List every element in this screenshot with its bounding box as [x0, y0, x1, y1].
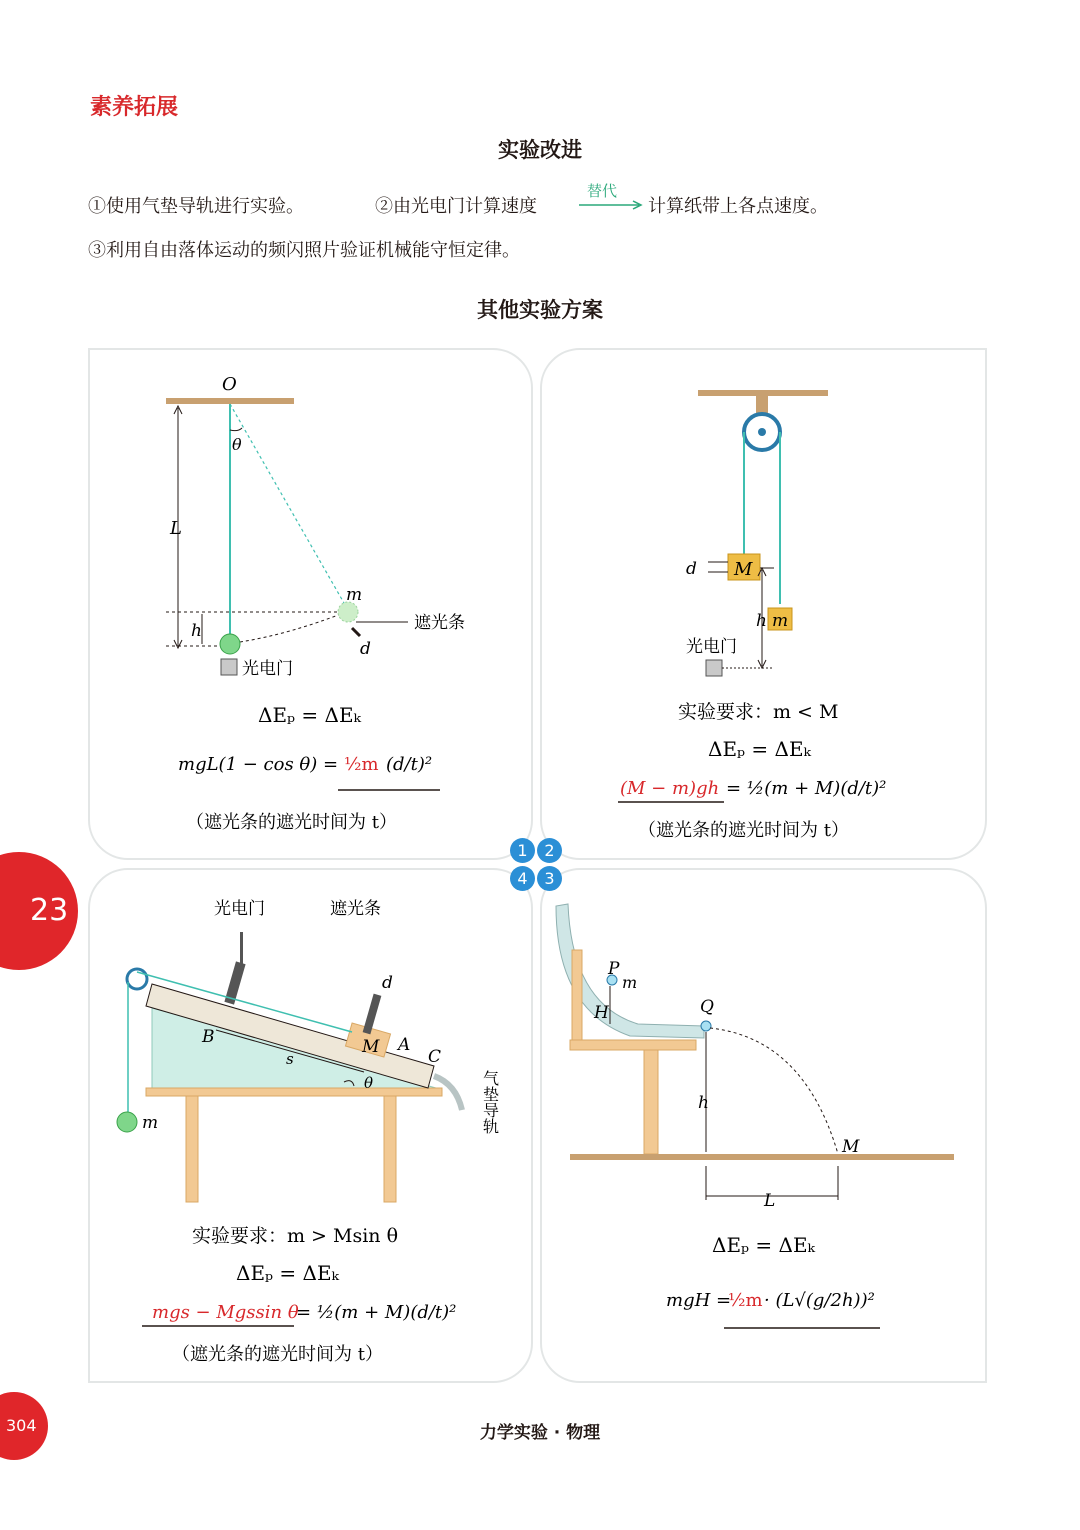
- floor: [570, 1154, 954, 1160]
- pendulum-diagram: [90, 350, 531, 858]
- badge-4: 4: [510, 866, 535, 891]
- label-L: L: [170, 518, 182, 539]
- label-M: M: [734, 559, 753, 580]
- equation-right: (d/t)²: [386, 754, 433, 775]
- bob-raised: [338, 602, 358, 622]
- improvement-item-1: ①使用气垫导轨进行实验。: [88, 196, 304, 217]
- label-d: d: [360, 639, 371, 659]
- equation-red: ½m: [344, 754, 379, 775]
- note-time: （遮光条的遮光时间为 t）: [172, 1344, 383, 1365]
- equation-energy: ΔEₚ = ΔEₖ: [712, 1233, 815, 1257]
- equation-right: · (L√(g/2h))²: [764, 1290, 875, 1311]
- projectile-diagram: [542, 870, 985, 1381]
- label-theta: θ: [364, 1074, 374, 1092]
- heading-improve: 实验改进: [498, 138, 582, 162]
- label-L: L: [764, 1191, 776, 1211]
- requirement: 实验要求：m < M: [678, 701, 839, 723]
- requirement: 实验要求：m > Msin θ: [192, 1225, 399, 1247]
- label-M: M: [842, 1137, 860, 1157]
- label-m: m: [622, 973, 638, 992]
- label-m: m: [772, 611, 789, 631]
- label-h: h: [191, 621, 202, 641]
- equation-energy: ΔEₚ = ΔEₖ: [708, 737, 811, 761]
- label-M: M: [362, 1037, 380, 1057]
- label-m: m: [346, 585, 363, 605]
- label-track: 气垫导轨: [480, 1070, 500, 1134]
- label-h: h: [756, 611, 767, 631]
- label-gate: 光电门: [214, 899, 265, 919]
- page-number: 304: [6, 1416, 37, 1435]
- badge-2: 2: [537, 838, 562, 863]
- bob: [220, 634, 240, 654]
- improvement-item-2-end: 计算纸带上各点速度。: [648, 196, 828, 217]
- scheme-panel-atwood: [540, 348, 987, 860]
- label-Q: Q: [700, 997, 714, 1017]
- scheme-panel-air-track: [88, 868, 533, 1383]
- equation-red: (M − m)gh: [620, 778, 720, 799]
- label-P: P: [608, 959, 620, 979]
- section-label: 素养拓展: [90, 95, 179, 120]
- badge-1: 1: [510, 838, 535, 863]
- ball-Q: [701, 1021, 711, 1031]
- photogate-icon: [706, 660, 722, 676]
- note-time: （遮光条的遮光时间为 t）: [186, 812, 397, 833]
- label-H: H: [594, 1003, 609, 1023]
- label-strip: 遮光条: [414, 613, 465, 633]
- equation-right: = ½(m + M)(d/t)²: [726, 778, 887, 799]
- label-m: m: [142, 1113, 159, 1133]
- label-A: A: [398, 1035, 411, 1055]
- equation-right: = ½(m + M)(d/t)²: [296, 1302, 457, 1323]
- replace-arrow-icon: [577, 198, 645, 212]
- improvement-item-3: ③利用自由落体运动的频闪照片验证机械能守恒定律。: [88, 240, 520, 261]
- label-h: h: [698, 1093, 709, 1113]
- swung-string: [230, 404, 348, 610]
- equation-left: mgL(1 − cos θ) =: [178, 754, 339, 775]
- equation-red: mgs − Mgssin θ: [152, 1302, 299, 1323]
- footer-title: 力学实验 · 物理: [479, 1423, 601, 1443]
- ceiling-bar: [166, 398, 294, 404]
- label-gate: 光电门: [686, 637, 737, 657]
- heading-other-schemes: 其他实验方案: [477, 298, 603, 322]
- label-theta: θ: [232, 435, 242, 454]
- note-time: （遮光条的遮光时间为 t）: [638, 820, 849, 841]
- label-d: d: [686, 559, 697, 579]
- scheme-panel-projectile: [540, 868, 987, 1383]
- label-strip: 遮光条: [330, 899, 381, 919]
- scheme-panel-pendulum: [88, 348, 533, 860]
- equation-red: ½m: [728, 1290, 763, 1311]
- label-d: d: [382, 973, 393, 993]
- equation-left: mgH =: [666, 1290, 732, 1311]
- photogate-icon: [224, 961, 245, 1004]
- label-gate: 光电门: [242, 659, 293, 679]
- badge-3: 3: [537, 866, 562, 891]
- equation-energy: ΔEₚ = ΔEₖ: [236, 1261, 339, 1285]
- chapter-number: 23: [30, 893, 69, 928]
- air-track-diagram: [90, 870, 531, 1381]
- equation-energy: ΔEₚ = ΔEₖ: [258, 703, 361, 727]
- label-C: C: [428, 1047, 442, 1067]
- label-B: B: [202, 1027, 215, 1047]
- replace-word: 替代: [587, 182, 618, 200]
- photogate-icon: [221, 659, 237, 675]
- hanging-mass: [117, 1112, 137, 1132]
- label-s: s: [286, 1050, 294, 1068]
- label-O: O: [222, 374, 237, 395]
- atwood-diagram: [542, 350, 985, 858]
- improvement-item-2-start: ②由光电门计算速度: [375, 196, 537, 217]
